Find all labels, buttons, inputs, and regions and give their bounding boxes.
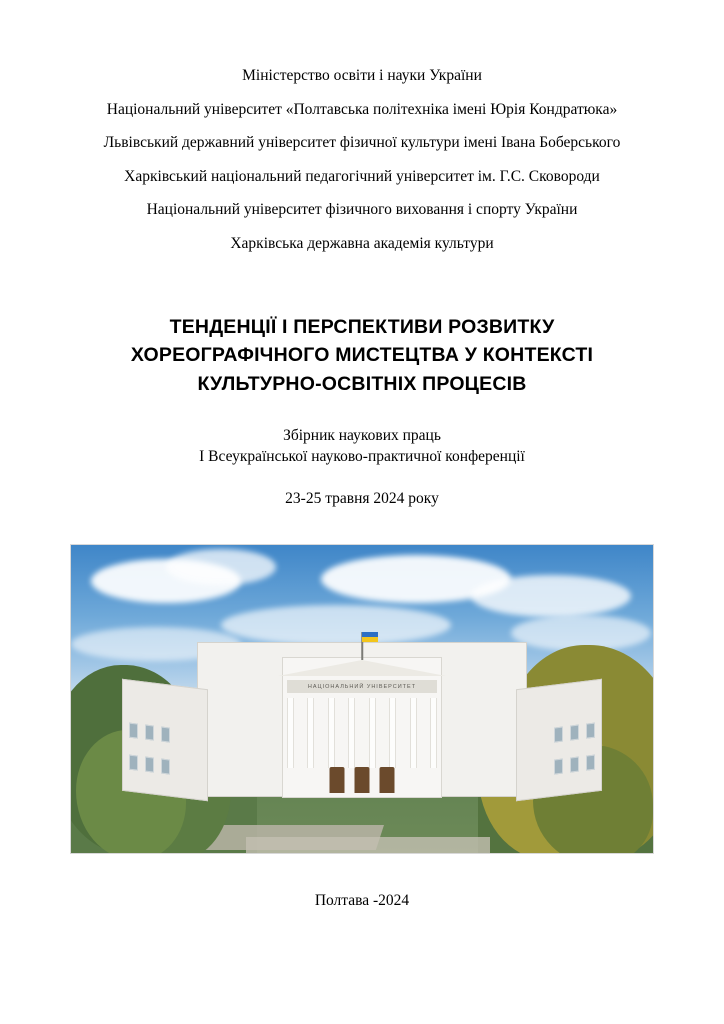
organization-line: Харківський національний педагогічний університет ім. Г.С. Сковороди: [124, 167, 600, 185]
window: [570, 725, 579, 741]
cover-photo: [70, 544, 654, 854]
subtitle-line: Збірник наукових праць: [283, 426, 441, 444]
column: [307, 698, 314, 768]
ukraine-flag-icon: [362, 632, 378, 642]
conference-date: 23-25 травня 2024 року: [285, 489, 439, 507]
colonnade: [287, 698, 437, 768]
window: [145, 757, 154, 773]
column: [410, 698, 417, 768]
window: [161, 759, 170, 775]
column: [430, 698, 437, 768]
publication-place-year: Полтава -2024: [314, 891, 410, 909]
page-title: [82, 313, 642, 398]
subtitle: [199, 426, 525, 468]
window: [129, 755, 138, 771]
window: [161, 727, 170, 743]
title-line: КУЛЬТУРНО-ОСВІТНІХ ПРОЦЕСІВ: [197, 372, 527, 395]
organization-line: Харківська державна академія культури: [230, 234, 494, 252]
window: [145, 725, 154, 741]
building-inscription: НАЦІОНАЛЬНИЙ УНІВЕРСИТЕТ: [287, 680, 437, 693]
window: [129, 723, 138, 739]
university-building: [197, 642, 527, 797]
cloud: [221, 605, 451, 645]
window-row: [129, 755, 170, 775]
window: [554, 759, 563, 775]
column: [287, 698, 294, 768]
organization-line: Міністерство освіти і науки України: [242, 67, 482, 84]
building-wing-right: [516, 679, 602, 802]
organizations-block: [40, 68, 684, 251]
organization-line: Львівський державний університет фізичної культури імені Івана Боберського: [103, 134, 621, 151]
pediment: [278, 660, 446, 676]
title-line: ХОРЕОГРАФІЧНОГО МИСТЕЦТВА У КОНТЕКСТІ: [130, 344, 594, 367]
building-wing-left: [122, 679, 208, 802]
window: [570, 757, 579, 773]
window-row: [554, 723, 595, 743]
cloud: [471, 575, 631, 617]
column: [369, 698, 376, 768]
column: [389, 698, 396, 768]
cloud: [166, 549, 276, 585]
window: [586, 755, 595, 771]
subtitle-line: І Всеукраїнської науково-практичної конференції: [199, 447, 525, 465]
window: [586, 723, 595, 739]
window-row: [554, 755, 595, 775]
organization-line: Національний університет фізичного виховання і спорту України: [146, 201, 578, 218]
building-central-block: [282, 657, 442, 798]
door: [380, 767, 395, 793]
column: [348, 698, 355, 768]
window: [554, 727, 563, 743]
column: [328, 698, 335, 768]
window-row: [129, 723, 170, 743]
walkway: [246, 837, 490, 852]
entrance-doors: [330, 767, 395, 793]
door: [330, 767, 345, 793]
title-line: ТЕНДЕНЦІЇ І ПЕРСПЕКТИВИ РОЗВИТКУ: [169, 316, 555, 338]
organization-line: Національний університет «Полтавська політехніка імені Юрія Кондратюка»: [106, 100, 618, 118]
door: [355, 767, 370, 793]
